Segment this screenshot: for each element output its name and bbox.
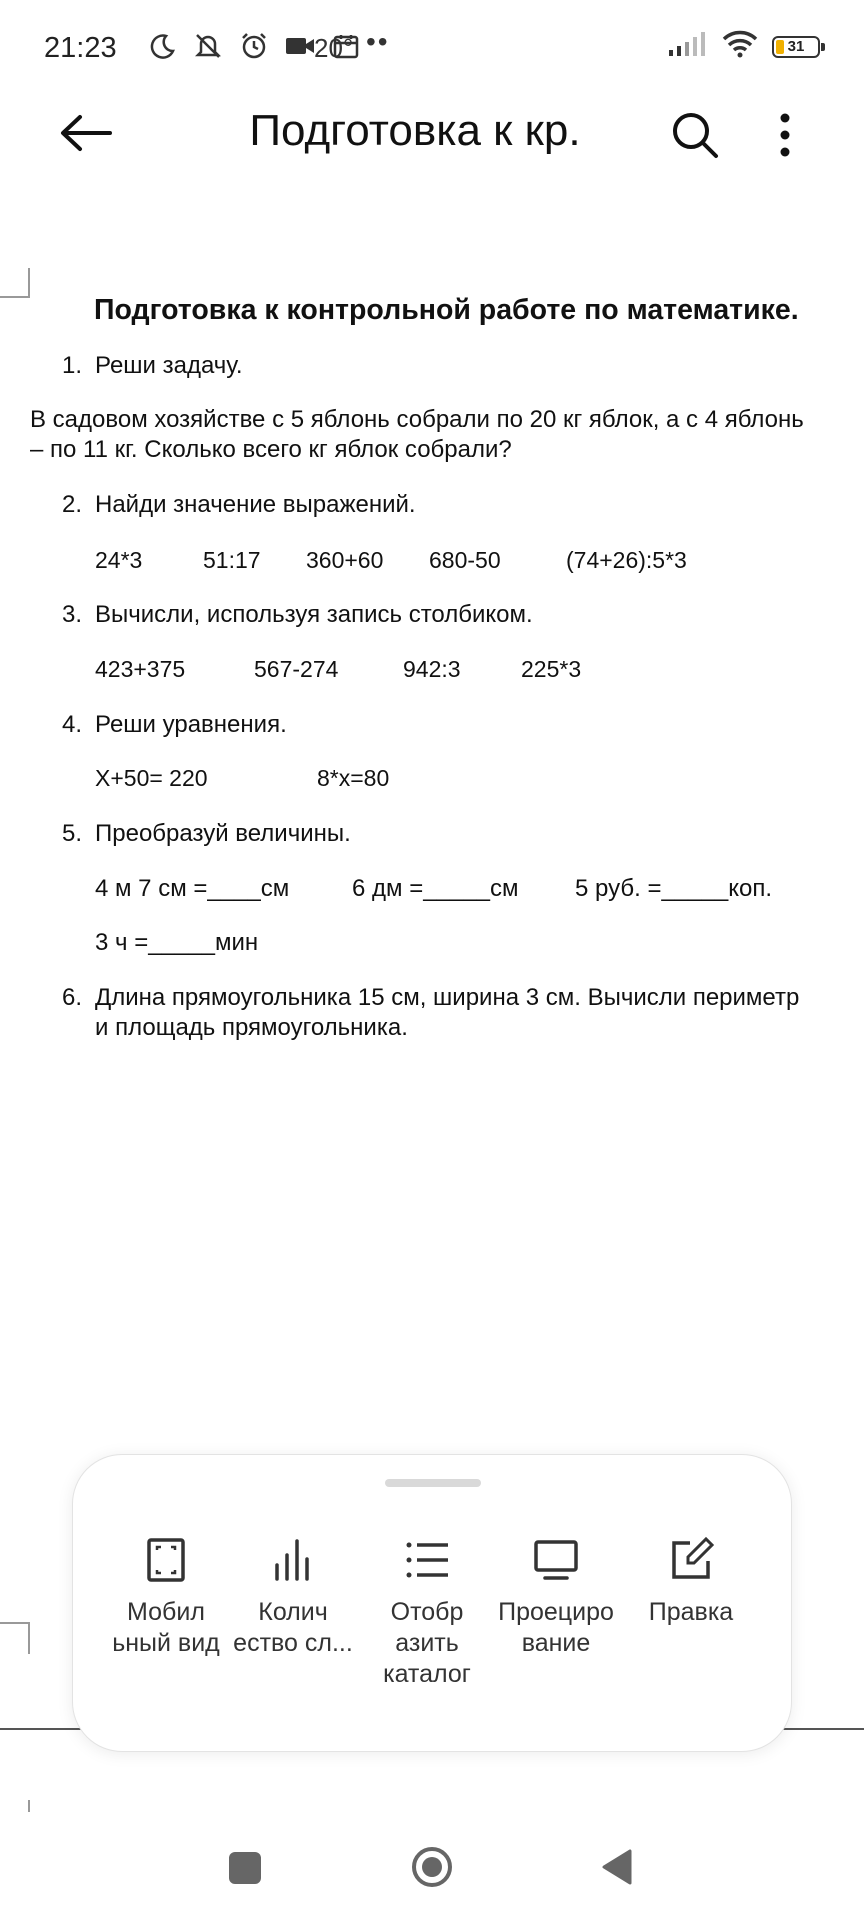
- expression: 680-50: [429, 547, 501, 573]
- show-catalog-button[interactable]: [362, 1535, 492, 1690]
- item-text: Реши задачу.: [95, 352, 243, 379]
- item-number: 5.: [62, 820, 83, 847]
- equation: Х+50= 220: [95, 765, 208, 791]
- bell-off-icon: [192, 30, 224, 62]
- item-text: Найди значение выражений.: [95, 491, 416, 518]
- conversion: 6 дм =_____см: [352, 875, 519, 902]
- item-number: 1.: [62, 352, 83, 379]
- item-text: Реши уравнения.: [95, 711, 287, 738]
- battery-level: 31: [787, 38, 805, 55]
- conversion: 5 руб. =_____коп.: [575, 875, 772, 902]
- home-circle-icon[interactable]: [410, 1845, 454, 1889]
- equations-row: [95, 765, 389, 792]
- expression: (74+26):5*3: [566, 547, 687, 573]
- mobile-view-label: Мобил ьный вид: [112, 1598, 220, 1657]
- item-number: 4.: [62, 711, 83, 738]
- status-icons-right: [668, 30, 820, 63]
- item-text: Длина прямоугольника 15 см, ширина 3 см. Вычисли периметр: [95, 984, 800, 1011]
- equation: 8*х=80: [317, 765, 390, 791]
- more-vert-icon[interactable]: [770, 110, 800, 160]
- expression: 225*3: [521, 656, 582, 682]
- back-triangle-icon[interactable]: [600, 1848, 634, 1886]
- signal-icon: [668, 31, 708, 62]
- item-number: 6.: [62, 984, 83, 1011]
- item-number: 3.: [62, 601, 83, 628]
- conversions-row: [95, 875, 772, 903]
- status-temperature: 20°: [314, 33, 354, 63]
- search-icon[interactable]: [670, 110, 720, 160]
- recents-square-icon[interactable]: [229, 1852, 261, 1884]
- video-icon: [284, 30, 316, 62]
- item-text: Преобразуй величины.: [95, 820, 351, 847]
- word-count-button[interactable]: [228, 1535, 358, 1659]
- show-catalog-label: Отобр азить каталог: [383, 1598, 471, 1688]
- back-arrow-icon[interactable]: [58, 112, 114, 154]
- expression: 423+375: [95, 656, 186, 682]
- edit-button[interactable]: [626, 1535, 756, 1628]
- word-count-label: Колич ество сл...: [233, 1598, 353, 1657]
- page-corner-mark: [0, 268, 30, 298]
- status-time: 21:23: [44, 32, 117, 64]
- sheet-drag-handle[interactable]: [385, 1479, 481, 1487]
- mobile-view-icon: [141, 1535, 191, 1585]
- expression: 567-274: [254, 656, 339, 682]
- projection-button[interactable]: [491, 1535, 621, 1659]
- mobile-view-button[interactable]: [101, 1535, 231, 1659]
- alarm-icon: [238, 30, 270, 62]
- projection-icon: [531, 1535, 581, 1585]
- bottom-sheet: [72, 1454, 792, 1752]
- expression: 360+60: [306, 547, 384, 573]
- page-corner-mark: [28, 1800, 30, 1812]
- wifi-icon: [722, 30, 758, 63]
- expression: 24*3: [95, 547, 143, 573]
- conversion: 4 м 7 см =____см: [95, 875, 290, 902]
- problem-text-line: – по 11 кг. Сколько всего кг яблок собрали?: [30, 436, 512, 463]
- expressions-row: [95, 547, 687, 574]
- edit-label: Правка: [648, 1598, 734, 1626]
- word-count-icon: [268, 1535, 318, 1585]
- column-calc-row: [95, 656, 581, 683]
- battery-icon: [772, 36, 820, 58]
- expression: 942:3: [403, 656, 461, 682]
- problem-text-line: В садовом хозяйстве с 5 яблонь собрали по 20 кг яблок, а с 4 яблонь: [30, 406, 804, 433]
- edit-icon: [666, 1535, 716, 1585]
- item-number: 2.: [62, 491, 83, 518]
- conversions-row-2: [95, 929, 258, 957]
- item-text: Вычисли, используя запись столбиком.: [95, 601, 533, 628]
- catalog-list-icon: [402, 1535, 452, 1585]
- projection-label: Проециро вание: [498, 1598, 614, 1657]
- conversion: 3 ч =_____мин: [95, 929, 259, 956]
- expression: 51:17: [203, 547, 261, 573]
- document-title: Подготовка к контрольной работе по математике.: [94, 294, 799, 326]
- status-more-dots: ••: [366, 26, 390, 57]
- page-title: Подготовка к кр.: [249, 106, 581, 155]
- moon-icon: [146, 30, 178, 62]
- status-bar: [0, 0, 864, 96]
- item-text-continued: и площадь прямоугольника.: [95, 1014, 408, 1041]
- page-corner-mark: [0, 1622, 30, 1654]
